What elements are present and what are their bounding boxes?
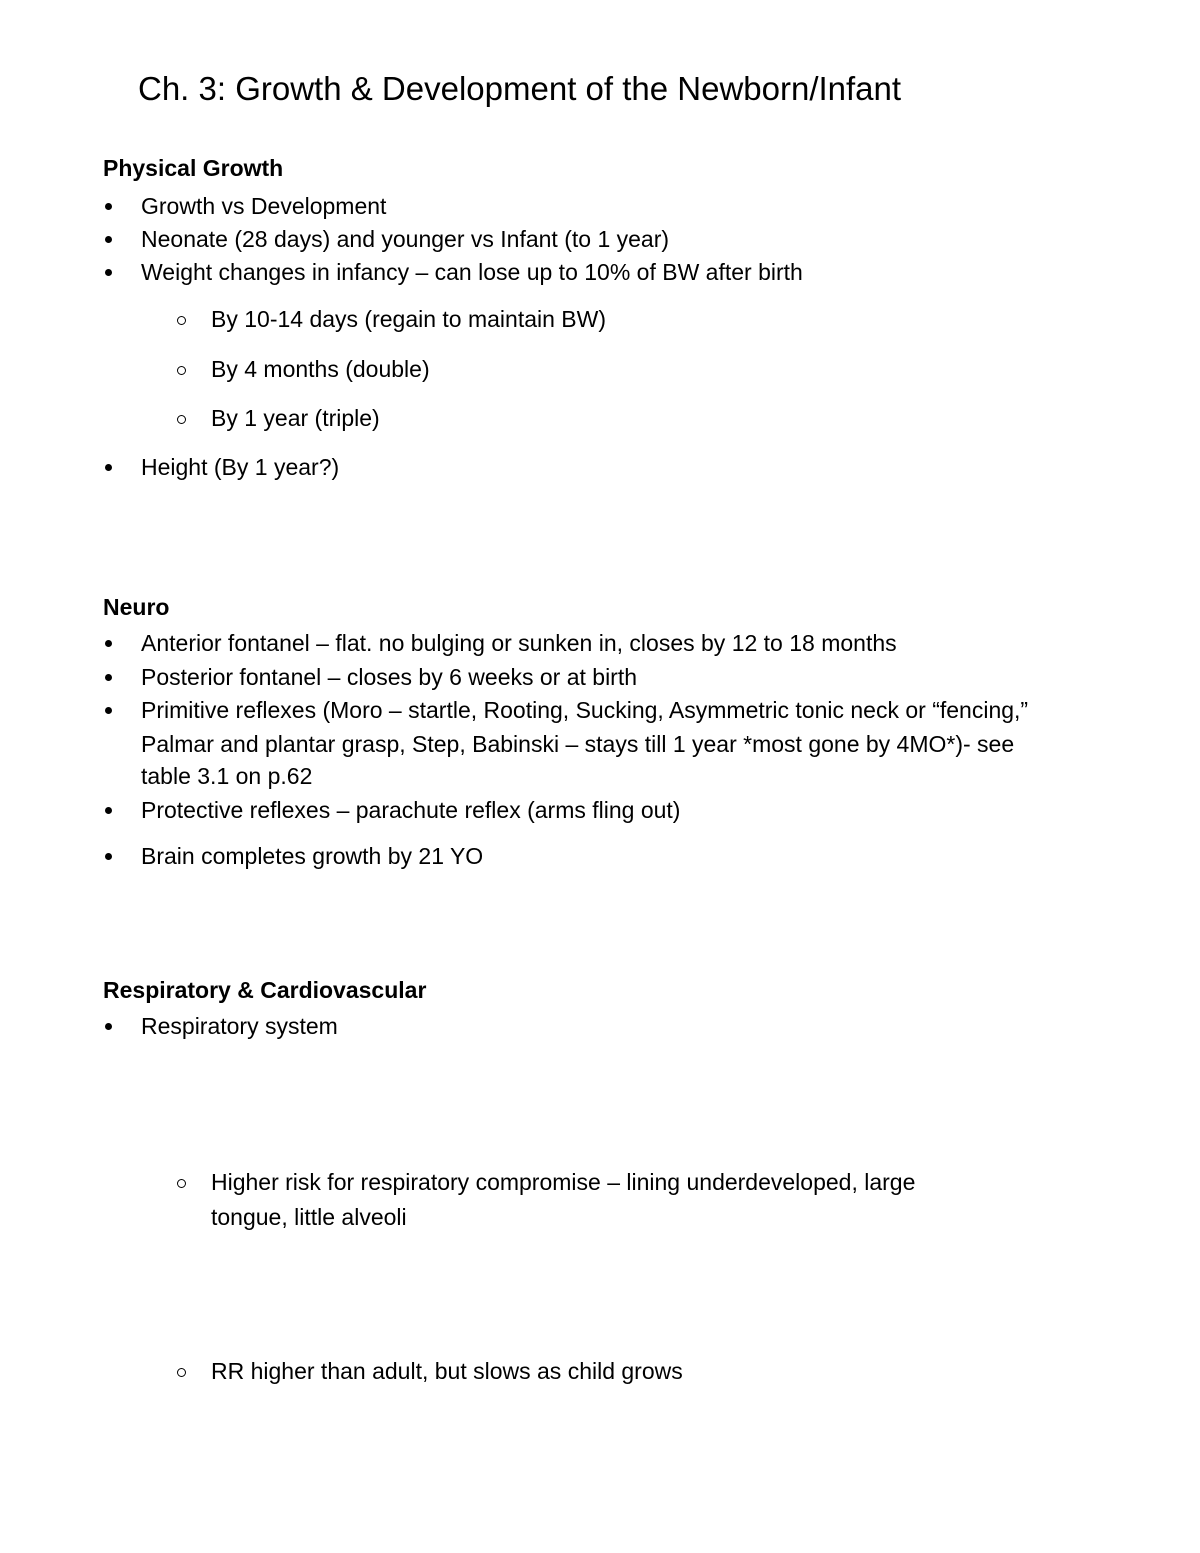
bullet-icon — [105, 807, 112, 814]
sub-list-item-line: tongue, little alveoli — [211, 1204, 407, 1230]
section-heading-neuro: Neuro — [103, 594, 170, 620]
section-heading-physical-growth: Physical Growth — [103, 155, 284, 181]
bullet-icon — [105, 464, 112, 471]
list-item-line: Primitive reflexes (Moro – startle, Rooting, Sucking, Asymmetric tonic neck or “fencing,” — [141, 697, 1029, 723]
bullet-icon — [105, 707, 112, 714]
bullet-icon — [105, 640, 112, 647]
bullet-icon — [105, 853, 112, 860]
list-item: Neonate (28 days) and younger vs Infant (to 1 year) — [141, 226, 670, 252]
sub-bullet-icon — [177, 415, 186, 424]
list-item: Respiratory system — [141, 1013, 338, 1039]
bullet-icon — [105, 674, 112, 681]
sub-bullet-icon — [177, 316, 186, 325]
bullet-icon — [105, 203, 112, 210]
sub-bullet-icon — [177, 1179, 186, 1188]
list-item: Brain completes growth by 21 YO — [141, 843, 484, 869]
bullet-icon — [105, 269, 112, 276]
list-item: Anterior fontanel – flat. no bulging or sunken in, closes by 12 to 18 months — [141, 630, 897, 656]
list-item: Height (By 1 year?) — [141, 454, 340, 480]
list-item: Weight changes in infancy – can lose up to 10% of BW after birth — [141, 259, 803, 285]
page-title: Ch. 3: Growth & Development of the Newborn/Infant — [138, 70, 902, 107]
list-item: Protective reflexes – parachute reflex (arms fling out) — [141, 797, 681, 823]
section-heading-respiratory: Respiratory & Cardiovascular — [103, 977, 427, 1003]
sub-list-item: By 4 months (double) — [211, 356, 430, 382]
sub-list-item: By 1 year (triple) — [211, 405, 380, 431]
list-item-line: table 3.1 on p.62 — [141, 763, 313, 789]
sub-list-item-line: Higher risk for respiratory compromise – lining underdeveloped, large — [211, 1169, 916, 1195]
sub-bullet-icon — [177, 1368, 186, 1377]
list-item: Posterior fontanel – closes by 6 weeks or at birth — [141, 664, 638, 690]
sub-list-item: RR higher than adult, but slows as child grows — [211, 1358, 683, 1384]
sub-bullet-icon — [177, 366, 186, 375]
bullet-icon — [105, 1023, 112, 1030]
list-item-line: Palmar and plantar grasp, Step, Babinski – stays till 1 year *most gone by 4MO*)- see — [141, 731, 1015, 757]
bullet-icon — [105, 236, 112, 243]
sub-list-item: By 10-14 days (regain to maintain BW) — [211, 306, 607, 332]
list-item: Growth vs Development — [141, 193, 387, 219]
